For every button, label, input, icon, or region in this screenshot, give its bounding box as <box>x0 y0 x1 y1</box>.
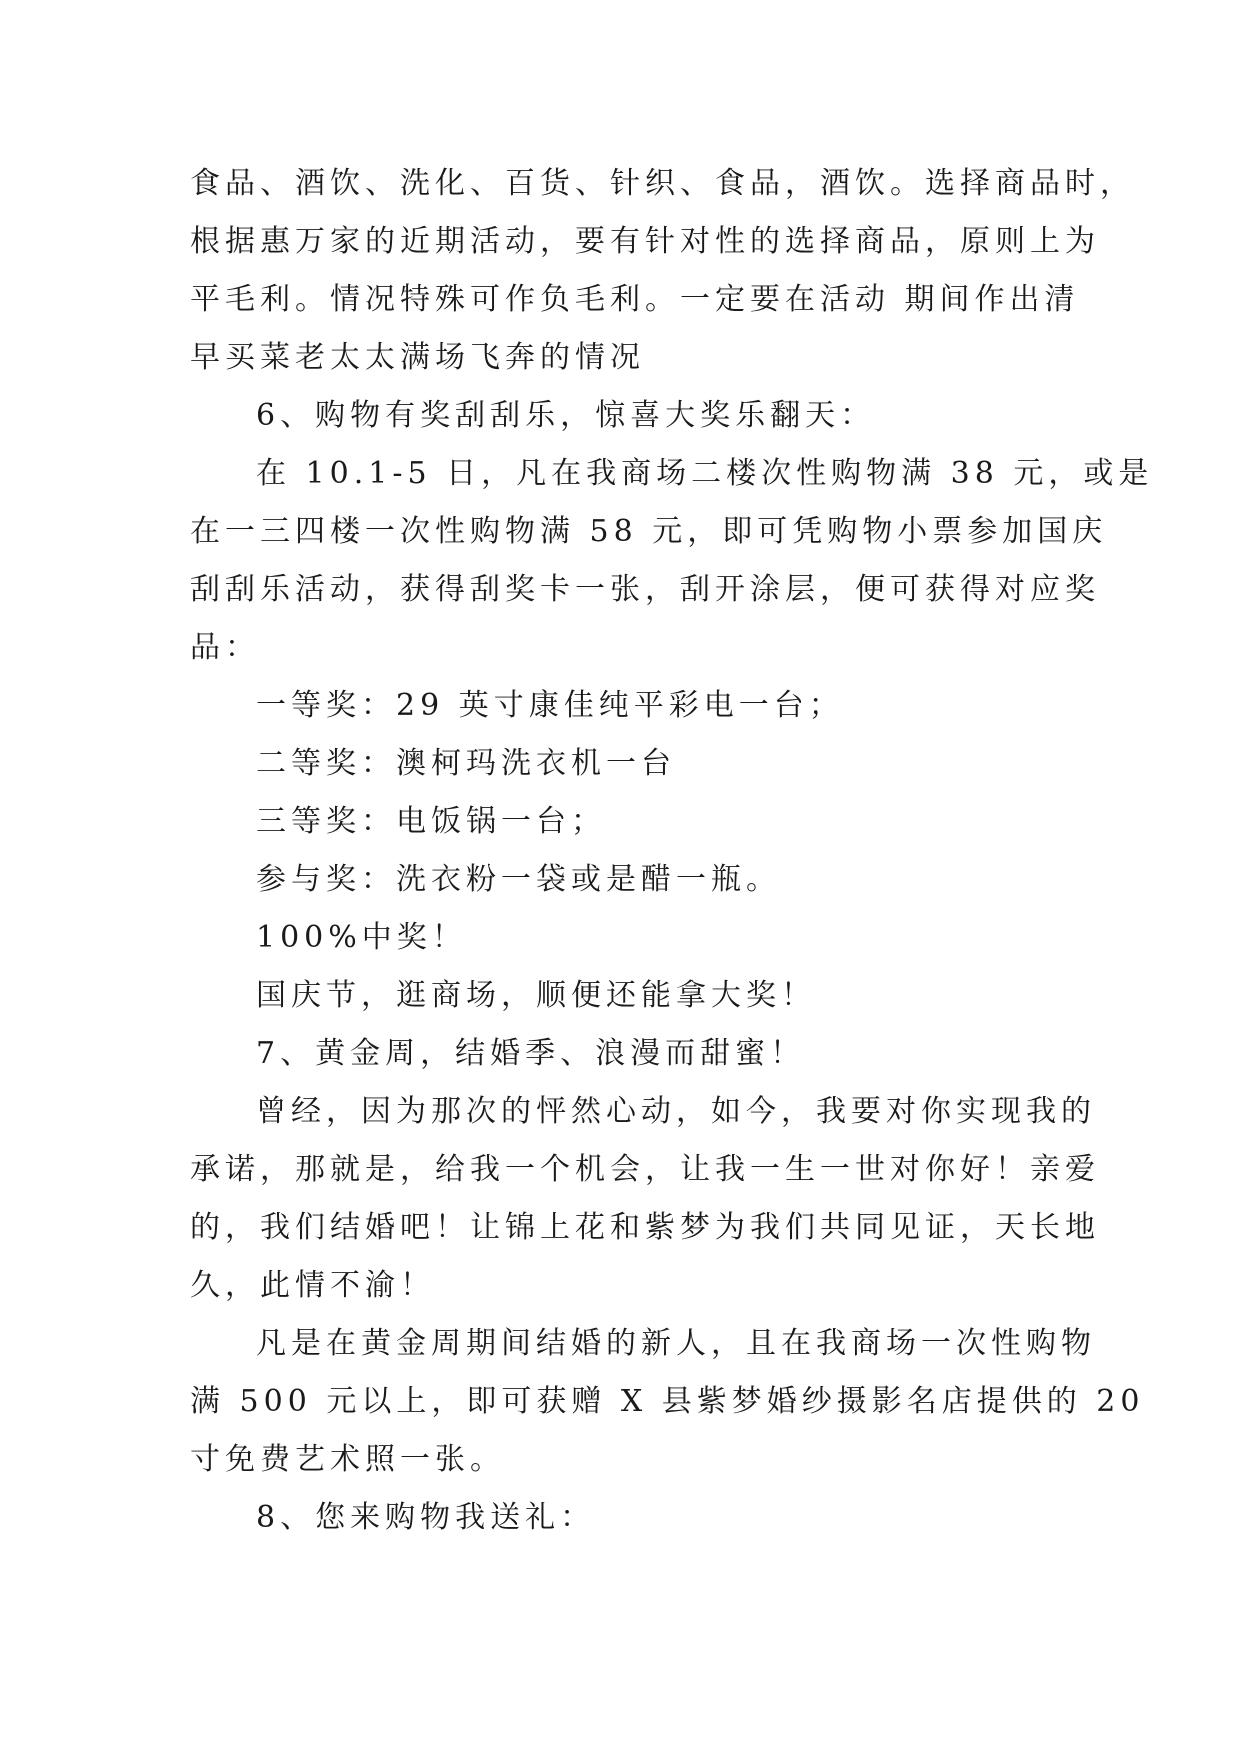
prize-list <box>190 677 1090 909</box>
text-line: 食品、酒饮、洗化、百货、针织、食品，酒饮。选择商品时， <box>190 166 1135 201</box>
text-line: 曾经，因为那次的怦然心动，如今，我要对你实现我的 <box>256 1094 1096 1129</box>
text-line: 在一三四楼一次性购物满 58 元，即可凭购物小票参加国庆 <box>190 514 1108 549</box>
text-line: 满 500 元以上，即可获赠 X 县紫梦婚纱摄影名店提供的 20 <box>190 1384 1145 1419</box>
paragraph <box>190 1083 1100 1315</box>
prize-item: 二等奖：澳柯玛洗衣机一台 <box>256 746 676 781</box>
text-line: 的，我们结婚吧！让锦上花和紫梦为我们共同见证，天长地 <box>190 1210 1100 1245</box>
prize-item: 三等奖：电饭锅一台； <box>256 804 606 839</box>
paragraph <box>190 445 1154 677</box>
section-heading <box>190 1025 1090 1083</box>
text-line: 承诺，那就是，给我一个机会，让我一生一世对你好！亲爱 <box>190 1152 1100 1187</box>
text-line: 凡是在黄金周期间结婚的新人，且在我商场一次性购物 <box>256 1326 1096 1361</box>
text-line: 刮刮乐活动，获得刮奖卡一张，刮开涂层，便可获得对应奖 <box>190 572 1100 607</box>
text-line: 久，此情不渝！ <box>190 1268 435 1303</box>
section-heading <box>190 387 1090 445</box>
text-line: 寸免费艺术照一张。 <box>190 1442 505 1477</box>
text-line: 7、黄金周，结婚季、浪漫而甜蜜！ <box>256 1036 806 1071</box>
text-line: 100%中奖！ <box>256 920 467 955</box>
text-line: 国庆节，逛商场，顺便还能拿大奖！ <box>256 978 816 1013</box>
paragraph <box>190 155 1135 387</box>
text-line: 8、您来购物我送礼： <box>256 1500 596 1535</box>
prize-item: 参与奖：洗衣粉一袋或是醋一瓶。 <box>256 862 781 897</box>
text-line: 品： <box>190 630 260 665</box>
text-line: 在 10.1-5 日，凡在我商场二楼次性购物满 38 元，或是 <box>256 456 1154 491</box>
text-line: 早买菜老太太满场飞奔的情况 <box>190 340 645 375</box>
prize-item: 一等奖：29 英寸康佳纯平彩电一台； <box>256 688 844 723</box>
text-line: 根据惠万家的近期活动，要有针对性的选择商品，原则上为 <box>190 224 1100 259</box>
text-line: 平毛利。情况特殊可作负毛利。一定要在活动 期间作出清 <box>190 282 1080 317</box>
document-body <box>190 155 1154 1547</box>
paragraph <box>190 1315 1145 1489</box>
text-line: 6、购物有奖刮刮乐，惊喜大奖乐翻天： <box>256 398 876 433</box>
section-heading <box>190 1489 1090 1547</box>
